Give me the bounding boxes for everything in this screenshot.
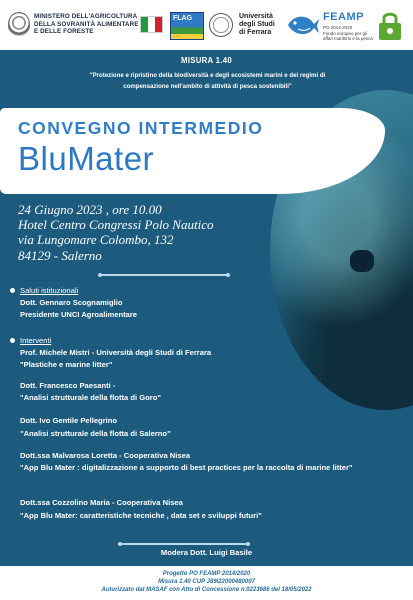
event-details [18,202,213,263]
divider [120,543,248,545]
measure-subtitle [45,70,370,92]
talk-title: "Analisi strutturale della flotta di Goro" [20,393,161,402]
event-street: via Lungomare Colombo, 132 [18,232,174,248]
event-panel [0,50,413,566]
talk-title: "Plastiche e marine litter" [20,360,113,369]
university-seal-icon [209,13,233,37]
talks-label: Interventi [20,336,52,345]
italian-flag-icon [140,16,163,33]
talk-speaker: Dott.ssa Malvarosa Loretta - Cooperativa Nisea [20,451,191,460]
measure-subtitle-line: "Protezione e ripristino della biodiversità e degli ecosistemi marini e dei regimi di [89,72,326,79]
italian-republic-emblem-icon [8,12,30,36]
event-venue: Hotel Centro Congressi Polo Nautico [18,217,214,233]
ministry-name [34,13,146,36]
bullet-icon [10,288,15,293]
divider [100,274,228,276]
university-name [239,13,275,37]
talks-section [10,336,405,536]
footer-authorization: Autorizzato dal MASAF con Atto di Concessione n.0223686 del 18/05/2022 [101,587,312,593]
greetings-role: Presidente UNCI Agroalimentare [20,310,138,319]
fishing-cooperative-logo: FLAG ~ ~ ~ [170,12,204,40]
footer [0,566,413,600]
bullet-icon [10,338,15,343]
talk-title: "App Blu Mater : digitalizzazione a supporto di best practices per la raccolta di marine litter" [20,463,353,472]
feamp-subtitle-line: PO 2014-2020 [323,25,353,30]
marine-litter-image [350,250,374,272]
university-name-line: di Ferrara [239,29,272,36]
university-name-line: degli Studi [239,21,275,28]
feamp-subtitle-line: affari marittimi e la pesca [323,36,373,41]
ministry-logo [8,10,138,38]
event-title: BluMater [18,140,155,177]
logo-header [0,0,413,50]
measure-subtitle-line: compensazione nell'ambito di attività di pesca sostenibili" [123,83,292,90]
greetings-speaker: Dott. Gennaro Scognamiglio [20,298,123,307]
talk-speaker: Dott.ssa Cozzolino Maria - Cooperativa Nisea [20,498,183,507]
talk-speaker: Prof. Michele Mistri - Università degli Studi di Ferrara [20,348,212,357]
event-kicker: CONVEGNO INTERMEDIO [18,118,264,138]
event-date-time: 24 Giugno 2023 , ore 10.00 [18,202,162,217]
lock-icon [377,10,403,42]
feamp-logo [286,10,376,44]
measure-label: MISURA 1.40 [180,56,233,65]
fish-icon [286,10,320,40]
greetings-label: Saluti istituzionali [20,286,79,295]
greetings-section [10,286,405,322]
footer-project: Progetto PO FEAMP 2014/2020 [162,571,251,577]
talk-title: "Analisi strutturale della flotta di Salerno" [20,429,171,438]
ministry-name-line: MINISTERO DELL'AGRICOLTURA [34,13,138,20]
talk-title: "App Blu Mater: caratteristiche tecniche , data set e sviluppi futuri" [20,511,262,520]
university-ferrara-logo [209,12,279,40]
event-city: 84129 - Salerno [18,247,102,263]
talk-speaker: Dott. Francesco Paesanti - [20,381,116,390]
footer-measure: Misura 1.40 CUP J89I22000480007 [158,579,255,585]
ministry-name-line: E DELLE FORESTE [34,28,94,35]
ministry-name-line: DELLA SOVRANITÀ ALIMENTARE [34,20,139,28]
feamp-subtitle-line: Fondo europeo per gli [323,30,368,36]
moderator: Modera Dott. Luigi Basile [160,548,253,557]
talk-speaker: Dott. Ivo Gentile Pellegrino [20,416,118,425]
feamp-title: FEAMP [323,11,364,23]
feamp-subtitle [323,25,375,42]
university-name-line: Università [239,13,273,20]
